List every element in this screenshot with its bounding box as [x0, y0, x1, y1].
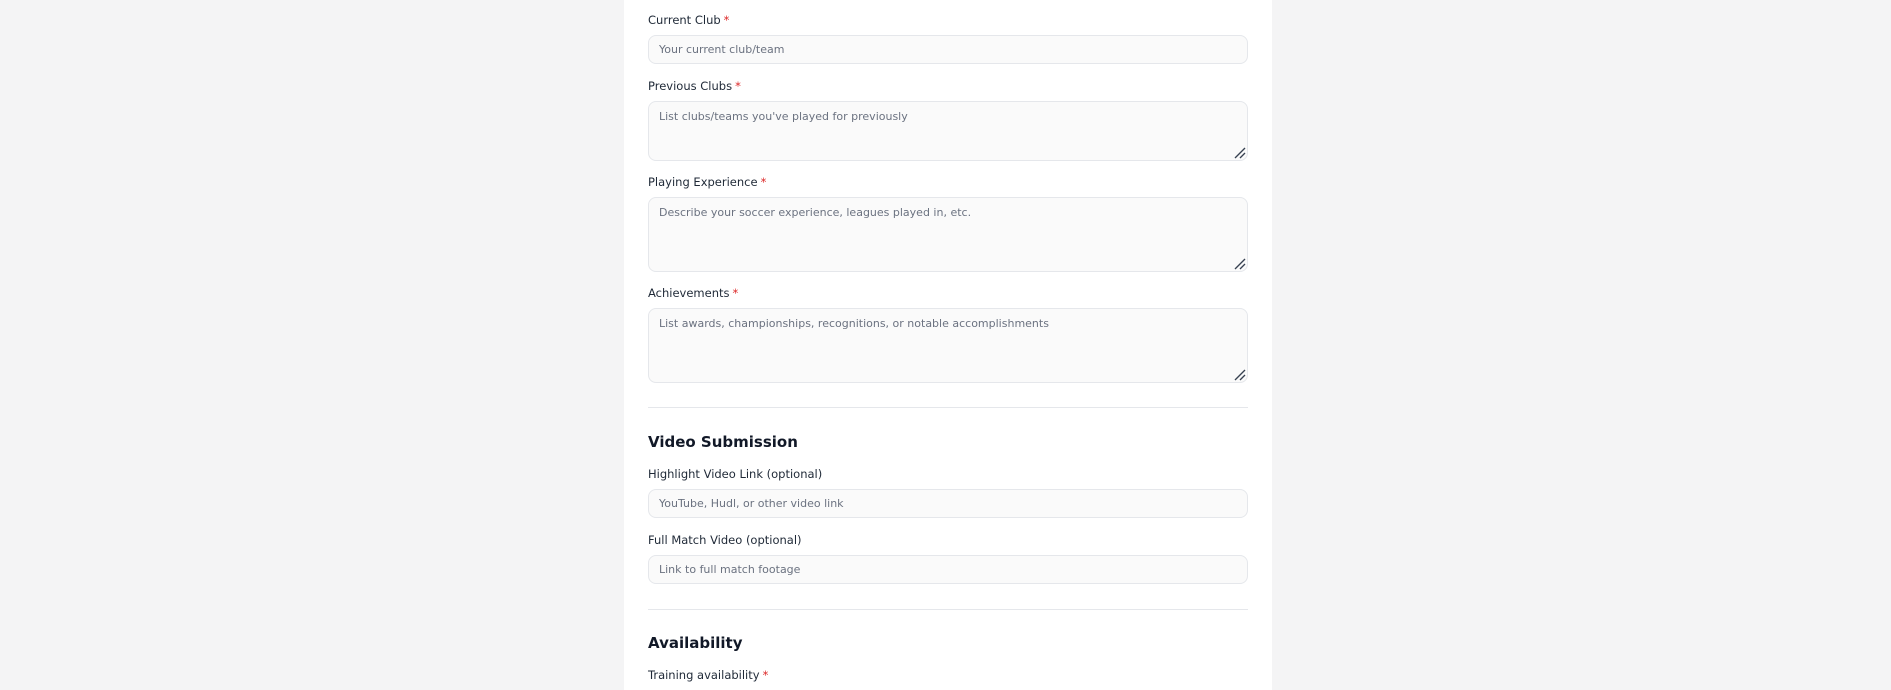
previous-clubs-label-text: Previous Clubs	[648, 79, 733, 93]
achievements-field	[648, 308, 1248, 383]
training-availability-label	[648, 668, 768, 682]
training-availability-label-text: Training availability	[648, 668, 760, 682]
achievements-label	[648, 286, 738, 300]
previous-clubs-textarea[interactable]	[648, 101, 1248, 161]
required-mark: *	[732, 286, 739, 300]
current-club-label-text: Current Club	[648, 13, 721, 27]
resize-handle-icon[interactable]	[1234, 369, 1246, 381]
full-match-video-label-text: Full Match Video (optional)	[648, 533, 802, 547]
playing-experience-label	[648, 175, 766, 189]
full-match-video-label	[648, 533, 802, 547]
playing-experience-field	[648, 197, 1248, 272]
required-mark: *	[735, 79, 741, 93]
highlight-video-input[interactable]	[648, 489, 1248, 518]
required-mark: *	[762, 668, 769, 682]
achievements-textarea[interactable]	[648, 308, 1248, 383]
section-divider	[648, 407, 1248, 408]
previous-clubs-field	[648, 101, 1248, 161]
playing-experience-label-text: Playing Experience	[648, 175, 758, 189]
resize-handle-icon[interactable]	[1234, 258, 1246, 270]
full-match-video-input[interactable]	[648, 555, 1248, 584]
playing-experience-textarea[interactable]	[648, 197, 1248, 272]
resize-handle-icon[interactable]	[1234, 147, 1246, 159]
previous-clubs-label	[648, 79, 741, 93]
required-mark: *	[760, 175, 767, 189]
current-club-label	[648, 13, 729, 27]
achievements-label-text: Achievements	[648, 286, 730, 300]
highlight-video-label	[648, 467, 822, 481]
video-submission-heading: Video Submission	[648, 433, 798, 451]
availability-heading: Availability	[648, 634, 743, 652]
highlight-video-label-text: Highlight Video Link (optional)	[648, 467, 823, 481]
required-mark: *	[723, 13, 730, 27]
section-divider	[648, 609, 1248, 610]
current-club-input[interactable]	[648, 35, 1248, 64]
form-card	[624, 0, 1272, 690]
